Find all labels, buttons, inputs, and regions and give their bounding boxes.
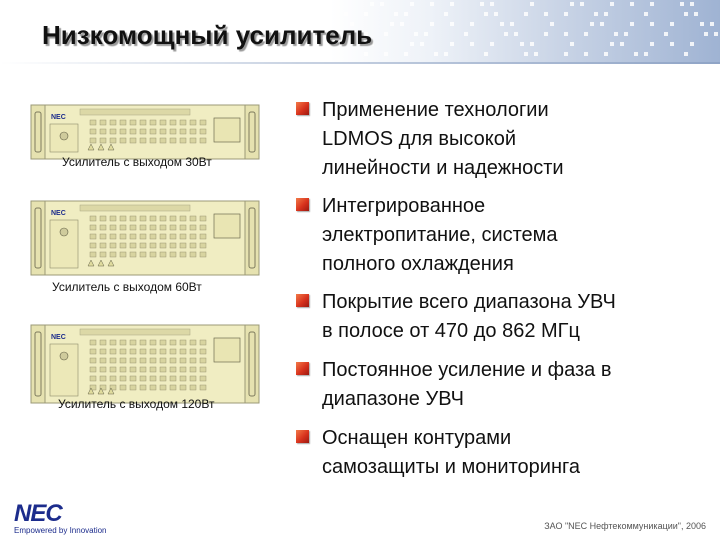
header-dot xyxy=(524,12,528,16)
header-dot xyxy=(484,12,488,16)
header-dot xyxy=(564,32,568,36)
header-dot xyxy=(494,12,498,16)
header-dot xyxy=(364,52,368,56)
indicator-led xyxy=(170,129,176,134)
indicator-led xyxy=(200,138,206,143)
indicator-led xyxy=(140,252,146,257)
indicator-led xyxy=(110,358,116,363)
indicator-led xyxy=(120,216,126,221)
header-dot xyxy=(610,42,614,46)
header-dot xyxy=(680,2,684,6)
header-dot xyxy=(650,2,654,6)
indicator-led xyxy=(110,349,116,354)
indicator-led xyxy=(180,225,186,230)
header-dot-pattern xyxy=(330,0,720,60)
header-dot xyxy=(570,2,574,6)
indicator-led xyxy=(120,252,126,257)
indicator-led xyxy=(140,385,146,390)
amplifier-caption-120w: Усилитель с выходом 120Вт xyxy=(58,397,215,411)
indicator-led xyxy=(160,349,166,354)
indicator-led xyxy=(100,358,106,363)
indicator-led xyxy=(130,138,136,143)
header-dot xyxy=(500,22,504,26)
indicator-led xyxy=(160,216,166,221)
indicator-led xyxy=(200,252,206,257)
footer-copyright: ЗАО "NEC Нефтекоммуникации", 2006 xyxy=(544,521,706,531)
indicator-led xyxy=(150,216,156,221)
indicator-led xyxy=(190,340,196,345)
indicator-led xyxy=(140,358,146,363)
rack-ear xyxy=(31,201,45,275)
indicator-led xyxy=(130,376,136,381)
indicator-led xyxy=(90,358,96,363)
indicator-led xyxy=(150,385,156,390)
indicator-led xyxy=(100,376,106,381)
indicator-led xyxy=(170,252,176,257)
indicator-led xyxy=(170,243,176,248)
header-dot xyxy=(464,32,468,36)
indicator-led xyxy=(190,367,196,372)
amplifier-brand-label: NEC xyxy=(51,334,66,341)
left-module xyxy=(50,220,78,268)
indicator-led xyxy=(90,225,96,230)
display-window xyxy=(214,214,240,238)
indicator-led xyxy=(130,120,136,125)
indicator-led xyxy=(180,120,186,125)
header-dot xyxy=(514,32,518,36)
header-dot xyxy=(684,52,688,56)
header-dot xyxy=(600,22,604,26)
indicator-led xyxy=(200,358,206,363)
header-dot xyxy=(584,52,588,56)
indicator-led xyxy=(160,385,166,390)
square-bullet-icon xyxy=(296,362,309,375)
header-dot xyxy=(470,42,474,46)
indicator-led xyxy=(110,120,116,125)
indicator-led xyxy=(110,138,116,143)
indicator-led xyxy=(140,120,146,125)
header-dot xyxy=(510,22,514,26)
indicator-led xyxy=(180,216,186,221)
feature-text: Покрытие всего диапазона УВЧ в полосе от 470 до 862 МГц xyxy=(322,291,616,342)
square-bullet-icon xyxy=(296,102,309,115)
header-dot xyxy=(710,22,714,26)
feature-text: Оснащен контурами самозащиты и мониторинга xyxy=(322,427,580,478)
rack-ear xyxy=(245,105,259,159)
indicator-led xyxy=(180,376,186,381)
header-dot xyxy=(650,22,654,26)
header-dot xyxy=(564,52,568,56)
indicator-led xyxy=(170,340,176,345)
indicator-led xyxy=(140,216,146,221)
indicator-led xyxy=(200,385,206,390)
indicator-led xyxy=(100,225,106,230)
indicator-led xyxy=(110,234,116,239)
indicator-led xyxy=(160,129,166,134)
header-dot xyxy=(670,22,674,26)
indicator-led xyxy=(90,129,96,134)
indicator-led xyxy=(160,225,166,230)
indicator-led xyxy=(140,367,146,372)
indicator-led xyxy=(200,216,206,221)
indicator-led xyxy=(180,243,186,248)
header-dot xyxy=(704,32,708,36)
header-dot xyxy=(410,2,414,6)
indicator-led xyxy=(190,225,196,230)
rack-ear xyxy=(245,201,259,275)
header-dot xyxy=(584,32,588,36)
indicator-led xyxy=(140,340,146,345)
header-dot xyxy=(620,42,624,46)
indicator-led xyxy=(90,376,96,381)
header-dot xyxy=(490,42,494,46)
header-rule xyxy=(0,62,720,64)
indicator-led xyxy=(160,243,166,248)
indicator-led xyxy=(190,234,196,239)
indicator-led xyxy=(180,340,186,345)
indicator-led xyxy=(170,349,176,354)
header-dot xyxy=(380,2,384,6)
indicator-led xyxy=(120,129,126,134)
indicator-led xyxy=(120,367,126,372)
header-dot xyxy=(450,2,454,6)
header-dot xyxy=(400,22,404,26)
header-dot xyxy=(490,2,494,6)
indicator-led xyxy=(160,367,166,372)
square-bullet-icon xyxy=(296,294,309,307)
indicator-led xyxy=(180,385,186,390)
indicator-led xyxy=(150,120,156,125)
header-dot xyxy=(370,2,374,6)
header-dot xyxy=(700,22,704,26)
header-dot xyxy=(550,22,554,26)
header-dot xyxy=(610,2,614,6)
header-dot xyxy=(330,2,334,6)
indicator-led xyxy=(150,243,156,248)
header-dot xyxy=(404,52,408,56)
indicator-led xyxy=(180,138,186,143)
header-dot xyxy=(430,2,434,6)
indicator-led xyxy=(100,129,106,134)
header-dot xyxy=(594,12,598,16)
header-dot xyxy=(404,12,408,16)
indicator-led xyxy=(150,340,156,345)
indicator-led xyxy=(120,358,126,363)
indicator-led xyxy=(140,349,146,354)
indicator-led xyxy=(90,120,96,125)
indicator-led xyxy=(200,349,206,354)
indicator-led xyxy=(110,376,116,381)
indicator-led xyxy=(150,225,156,230)
indicator-led xyxy=(90,349,96,354)
header-dot xyxy=(334,52,338,56)
amplifier-caption-60w: Усилитель с выходом 60Вт xyxy=(52,280,202,294)
header-dot xyxy=(530,2,534,6)
header-dot xyxy=(624,32,628,36)
header-dot xyxy=(544,32,548,36)
indicator-led xyxy=(150,376,156,381)
indicator-led xyxy=(110,252,116,257)
indicator-led xyxy=(190,349,196,354)
indicator-led xyxy=(200,376,206,381)
header-dot xyxy=(570,42,574,46)
indicator-led xyxy=(140,376,146,381)
indicator-led xyxy=(110,225,116,230)
indicator-led xyxy=(90,252,96,257)
indicator-led xyxy=(180,358,186,363)
indicator-led xyxy=(150,358,156,363)
header-dot xyxy=(344,12,348,16)
indicator-led xyxy=(190,385,196,390)
label-strip xyxy=(80,205,190,211)
nec-logo: NEC xyxy=(14,500,62,527)
amplifier-image-30w xyxy=(30,104,260,160)
square-bullet-icon xyxy=(296,430,309,443)
indicator-led xyxy=(100,243,106,248)
header-dot xyxy=(420,42,424,46)
rack-ear xyxy=(31,325,45,403)
indicator-led xyxy=(170,120,176,125)
header-dot xyxy=(590,22,594,26)
header-dot xyxy=(604,12,608,16)
indicator-led xyxy=(190,129,196,134)
indicator-led xyxy=(160,252,166,257)
indicator-led xyxy=(100,367,106,372)
indicator-led xyxy=(130,234,136,239)
indicator-led xyxy=(170,234,176,239)
indicator-led xyxy=(170,367,176,372)
feature-text: Применение технологии LDMOS для высокой линейности и надежности xyxy=(322,99,564,179)
label-strip xyxy=(80,329,190,335)
indicator-led xyxy=(150,349,156,354)
indicator-led xyxy=(150,252,156,257)
indicator-led xyxy=(140,225,146,230)
indicator-led xyxy=(190,216,196,221)
indicator-led xyxy=(180,129,186,134)
header-dot xyxy=(634,52,638,56)
indicator-led xyxy=(160,376,166,381)
header-dot xyxy=(714,32,718,36)
indicator-led xyxy=(130,252,136,257)
rack-ear xyxy=(245,325,259,403)
indicator-led xyxy=(200,340,206,345)
header-dot xyxy=(410,42,414,46)
header-dot xyxy=(670,42,674,46)
header-dot xyxy=(484,52,488,56)
header-dot xyxy=(444,12,448,16)
header-dot xyxy=(694,12,698,16)
connector-icon xyxy=(60,132,68,140)
indicator-led xyxy=(140,138,146,143)
header-dot xyxy=(614,32,618,36)
indicator-led xyxy=(160,358,166,363)
header-dot xyxy=(564,12,568,16)
indicator-led xyxy=(100,349,106,354)
indicator-led xyxy=(160,234,166,239)
header-dot xyxy=(430,22,434,26)
header-dot xyxy=(684,12,688,16)
indicator-led xyxy=(150,367,156,372)
indicator-led xyxy=(90,138,96,143)
header-dot xyxy=(664,32,668,36)
indicator-led xyxy=(180,367,186,372)
indicator-led xyxy=(90,367,96,372)
header-dot xyxy=(504,32,508,36)
indicator-led xyxy=(100,138,106,143)
indicator-led xyxy=(180,234,186,239)
header-dot xyxy=(444,52,448,56)
indicator-led xyxy=(170,225,176,230)
amplifier-image-60w xyxy=(30,200,260,276)
indicator-led xyxy=(140,129,146,134)
header-dot xyxy=(384,32,388,36)
indicator-led xyxy=(120,234,126,239)
indicator-led xyxy=(120,120,126,125)
indicator-led xyxy=(180,349,186,354)
indicator-led xyxy=(120,243,126,248)
header-dot xyxy=(450,42,454,46)
indicator-led xyxy=(90,234,96,239)
indicator-led xyxy=(130,349,136,354)
indicator-led xyxy=(100,252,106,257)
indicator-led xyxy=(90,243,96,248)
header-dot xyxy=(520,42,524,46)
header-dot xyxy=(650,42,654,46)
feature-text: Постоянное усиление и фаза в диапазоне УВЧ xyxy=(322,359,612,410)
indicator-led xyxy=(170,216,176,221)
header-dot xyxy=(644,52,648,56)
indicator-led xyxy=(150,138,156,143)
rack-ear xyxy=(31,105,45,159)
indicator-led xyxy=(100,340,106,345)
amplifier-caption-30w: Усилитель с выходом 30Вт xyxy=(62,155,212,169)
indicator-led xyxy=(110,216,116,221)
indicator-led xyxy=(130,129,136,134)
indicator-led xyxy=(170,358,176,363)
indicator-led xyxy=(100,216,106,221)
indicator-led xyxy=(190,358,196,363)
header-dot xyxy=(630,22,634,26)
header-dot xyxy=(424,32,428,36)
indicator-led xyxy=(140,243,146,248)
indicator-led xyxy=(110,367,116,372)
header-dot xyxy=(480,2,484,6)
indicator-led xyxy=(190,243,196,248)
header-dot xyxy=(470,22,474,26)
indicator-led xyxy=(100,120,106,125)
header-dot xyxy=(434,52,438,56)
indicator-led xyxy=(100,234,106,239)
display-window xyxy=(214,118,240,142)
indicator-led xyxy=(170,385,176,390)
header-dot xyxy=(534,52,538,56)
square-bullet-icon xyxy=(296,198,309,211)
indicator-led xyxy=(130,225,136,230)
indicator-led xyxy=(200,367,206,372)
indicator-led xyxy=(130,385,136,390)
header-dot xyxy=(394,12,398,16)
indicator-led xyxy=(90,216,96,221)
label-strip xyxy=(80,109,190,115)
header-dot xyxy=(390,22,394,26)
indicator-led xyxy=(200,129,206,134)
header-band xyxy=(0,0,720,64)
header-dot xyxy=(604,52,608,56)
indicator-led xyxy=(120,349,126,354)
indicator-led xyxy=(190,138,196,143)
header-dot xyxy=(630,2,634,6)
amplifier-image-120w xyxy=(30,324,260,404)
indicator-led xyxy=(200,225,206,230)
header-dot xyxy=(414,32,418,36)
amplifier-brand-label: NEC xyxy=(51,210,66,217)
indicator-led xyxy=(120,340,126,345)
header-dot xyxy=(450,22,454,26)
feature-text: Интегрированное электропитание, система полного охлаждения xyxy=(322,195,558,275)
indicator-led xyxy=(110,243,116,248)
indicator-led xyxy=(200,234,206,239)
indicator-led xyxy=(200,243,206,248)
header-dot xyxy=(644,12,648,16)
header-dot xyxy=(580,2,584,6)
header-dot xyxy=(364,12,368,16)
indicator-led xyxy=(90,340,96,345)
indicator-led xyxy=(180,252,186,257)
indicator-led xyxy=(160,120,166,125)
indicator-led xyxy=(120,376,126,381)
indicator-led xyxy=(190,376,196,381)
indicator-led xyxy=(190,120,196,125)
indicator-led xyxy=(170,138,176,143)
indicator-led xyxy=(130,243,136,248)
indicator-led xyxy=(190,252,196,257)
amplifier-brand-label: NEC xyxy=(51,114,66,121)
indicator-led xyxy=(140,234,146,239)
header-dot xyxy=(384,52,388,56)
indicator-led xyxy=(110,340,116,345)
indicator-led xyxy=(200,120,206,125)
indicator-led xyxy=(130,367,136,372)
indicator-led xyxy=(110,129,116,134)
indicator-led xyxy=(120,225,126,230)
indicator-led xyxy=(120,138,126,143)
header-dot xyxy=(524,52,528,56)
header-dot xyxy=(544,12,548,16)
header-dot xyxy=(690,2,694,6)
header-dot xyxy=(530,42,534,46)
header-dot xyxy=(690,42,694,46)
indicator-led xyxy=(130,340,136,345)
indicator-led xyxy=(160,340,166,345)
indicator-led xyxy=(120,385,126,390)
indicator-led xyxy=(170,376,176,381)
indicator-led xyxy=(130,216,136,221)
footer-tagline: Empowered by Innovation xyxy=(14,526,107,535)
slide-title: Низкомощный усилитель xyxy=(42,20,373,50)
connector-icon xyxy=(60,352,68,360)
indicator-led xyxy=(130,358,136,363)
indicator-led xyxy=(150,234,156,239)
display-window xyxy=(214,338,240,362)
indicator-led xyxy=(160,138,166,143)
connector-icon xyxy=(60,228,68,236)
indicator-led xyxy=(150,129,156,134)
